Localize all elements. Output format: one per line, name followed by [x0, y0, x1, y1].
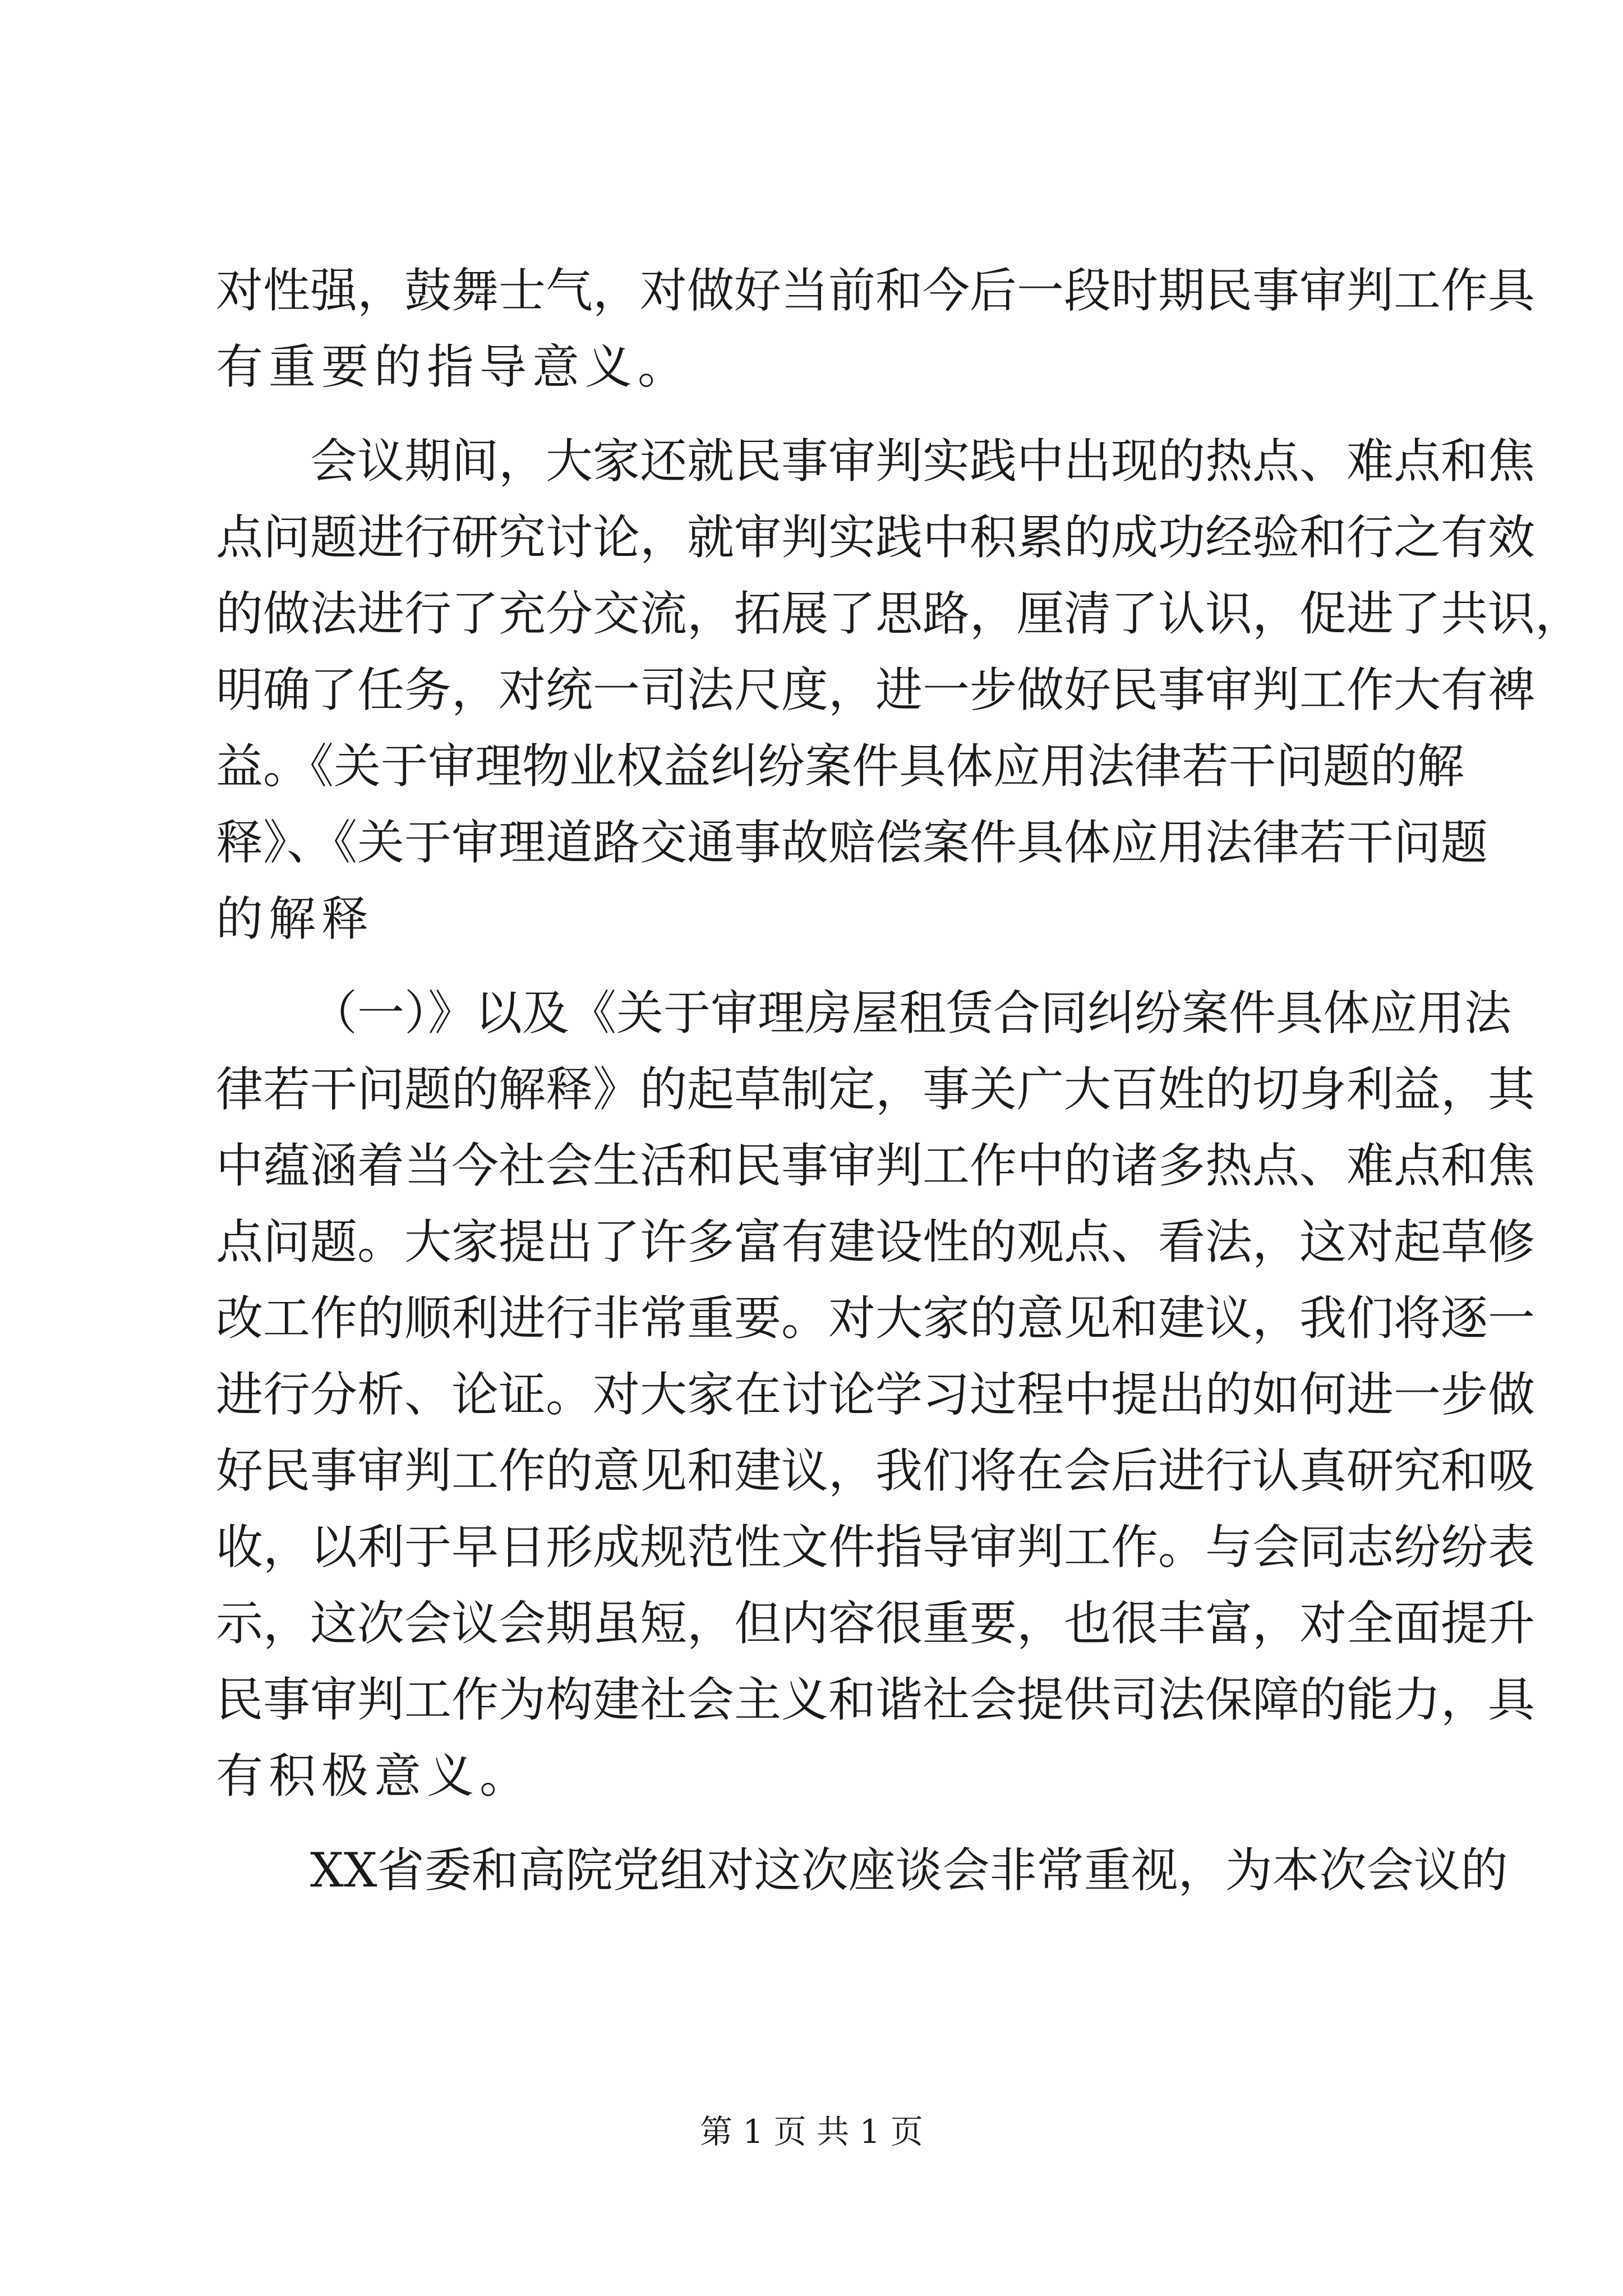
- text-line: XX省委和高院党组对这次座谈会非常重视，为本次会议的: [310, 1843, 1508, 1898]
- text-line: 有积极意义。: [216, 1749, 533, 1803]
- paragraph: [216, 252, 1536, 405]
- text-line: 释》、《关于审理道路交通事故赔偿案件具体应用法律若干问题: [216, 815, 1488, 870]
- text-line: 有重要的指导意义。: [216, 339, 691, 394]
- document-body: [216, 252, 1583, 1908]
- paragraph: [216, 975, 1536, 1814]
- text-line: 民事审判工作为构建社会主义和谐社会提供司法保障的能力，具: [216, 1672, 1536, 1727]
- text-line: 示，这次会议会期虽短，但内容很重要，也很丰富，对全面提升: [216, 1596, 1536, 1651]
- text-line: 对性强，鼓舞士气，对做好当前和今后一段时期民事审判工作具: [216, 263, 1536, 318]
- text-line: 会议期间，大家还就民事审判实践中出现的热点、难点和焦: [310, 434, 1536, 489]
- text-line: 点问题进行研究讨论，就审判实践中积累的成功经验和行之有效: [216, 510, 1536, 565]
- text-line: 中蕴涵着当今社会生活和民事审判工作中的诸多热点、难点和焦: [216, 1138, 1536, 1193]
- page-number-footer: 第 1 页 共 1 页: [700, 2113, 923, 2151]
- paragraph: [216, 1832, 1508, 1908]
- text-line: 益。《关于审理物业权益纠纷案件具体应用法律若干问题的解: [216, 739, 1465, 794]
- text-line: 改工作的顺利进行非常重要。对大家的意见和建议，我们将逐一: [216, 1291, 1536, 1346]
- paragraph: [216, 423, 1583, 957]
- text-line: 明确了任务，对统一司法尺度，进一步做好民事审判工作大有裨: [216, 662, 1536, 717]
- text-line: （一）》以及《关于审理房屋租赁合同纠纷案件具体应用法: [310, 986, 1512, 1041]
- text-line: 律若干问题的解释》的起草制定，事关广大百姓的切身利益，其: [216, 1062, 1536, 1117]
- text-line: 点问题。大家提出了许多富有建设性的观点、看法，这对起草修: [216, 1214, 1536, 1269]
- text-line: 收，以利于早日形成规范性文件指导审判工作。与会同志纷纷表: [216, 1520, 1536, 1575]
- text-line: 好民事审判工作的意见和建议，我们将在会后进行认真研究和吸: [216, 1443, 1536, 1498]
- text-line: 的解释: [216, 891, 375, 946]
- text-line: 的做法进行了充分交流，拓展了思路，厘清了认识，促进了共识，: [216, 586, 1583, 641]
- text-line: 进行分析、论证。对大家在讨论学习过程中提出的如何进一步做: [216, 1367, 1536, 1422]
